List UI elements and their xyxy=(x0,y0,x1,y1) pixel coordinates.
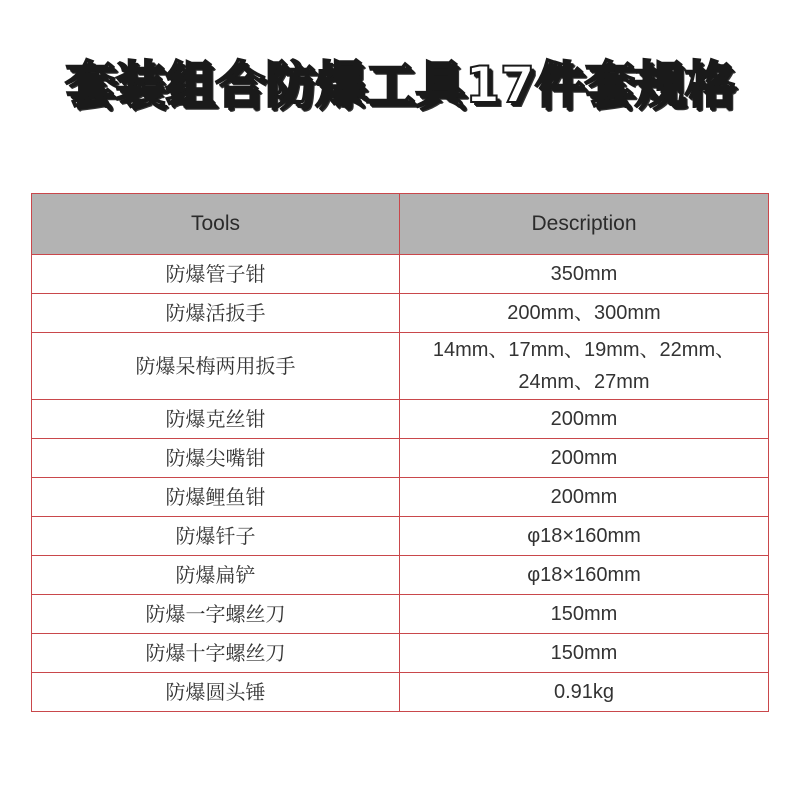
column-header-description: Description xyxy=(400,194,769,255)
tool-description: φ18×160mm xyxy=(400,556,769,595)
tool-name: 防爆一字螺丝刀 xyxy=(32,595,400,634)
column-header-tools: Tools xyxy=(32,194,400,255)
tool-description: 350mm xyxy=(400,255,769,294)
tool-description: 150mm xyxy=(400,595,769,634)
table-row xyxy=(32,478,769,517)
table-row xyxy=(32,333,769,400)
table-row xyxy=(32,439,769,478)
tool-name: 防爆十字螺丝刀 xyxy=(32,634,400,673)
table-row xyxy=(32,255,769,294)
table-row xyxy=(32,673,769,712)
tool-name: 防爆圆头锤 xyxy=(32,673,400,712)
tool-description: 14mm、17mm、19mm、22mm、24mm、27mm xyxy=(400,333,769,400)
tool-description: 200mm xyxy=(400,478,769,517)
table-row xyxy=(32,294,769,333)
tool-description: 0.91kg xyxy=(400,673,769,712)
tool-description: 200mm xyxy=(400,439,769,478)
tool-name: 防爆活扳手 xyxy=(32,294,400,333)
table-header-row xyxy=(32,194,769,255)
tool-name: 防爆扁铲 xyxy=(32,556,400,595)
table-row xyxy=(32,517,769,556)
tool-name: 防爆呆梅两用扳手 xyxy=(32,333,400,400)
spec-table xyxy=(31,193,769,712)
tool-description: 200mm、300mm xyxy=(400,294,769,333)
table-row xyxy=(32,556,769,595)
tool-description: 150mm xyxy=(400,634,769,673)
tool-description: φ18×160mm xyxy=(400,517,769,556)
table-row xyxy=(32,634,769,673)
tool-name: 防爆克丝钳 xyxy=(32,400,400,439)
tool-description: 200mm xyxy=(400,400,769,439)
page-title: 套装组合防爆工具17件套规格 xyxy=(65,56,735,114)
tool-name: 防爆钎子 xyxy=(32,517,400,556)
tool-name: 防爆尖嘴钳 xyxy=(32,439,400,478)
tool-name: 防爆鲤鱼钳 xyxy=(32,478,400,517)
table-row xyxy=(32,400,769,439)
tool-name: 防爆管子钳 xyxy=(32,255,400,294)
table-row xyxy=(32,595,769,634)
